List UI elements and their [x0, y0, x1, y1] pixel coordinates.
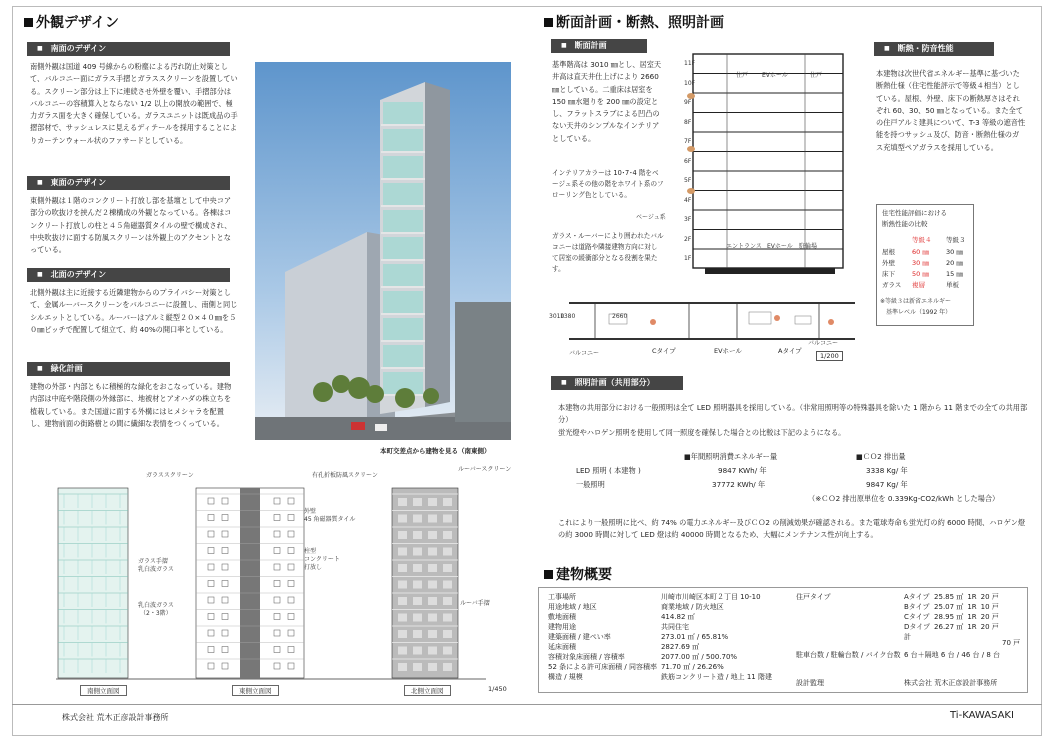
insulation-note2: 基準レベル（1992 年） [886, 309, 952, 316]
render-glass-floor [383, 264, 423, 286]
grade3-label: 等級３ [946, 236, 966, 244]
unit-cell: Bタイプ [904, 603, 930, 611]
east-elev-caption: 東側立面図 [232, 685, 279, 696]
overview-value: 273.01 ㎡ / 65.81% [660, 633, 729, 641]
insulation-note1: ※等級３は新省エネルギー [880, 298, 952, 305]
overview-row [548, 632, 776, 642]
floor-label: 11F [684, 60, 696, 67]
label-glass-rail: ガラス手摺 [138, 558, 168, 565]
north-elev-window [398, 630, 407, 638]
overview-key: 容積対象床面積 / 容積率 [548, 653, 625, 661]
label-louver-screen: ルーバースクリーン [458, 466, 512, 473]
label-exposed: 打放し [304, 564, 323, 571]
green-body: 建物の外部・内部ともに積極的な緑化をおこなっている。建物内部は中庭や階段側の外縁部に、地被材とアオハダの株立ちを植栽している。また国道に面する外構にはヒメシャラを配置し、建物前面の街路樹との間に繊細な表情をつくっている。 [30, 382, 232, 428]
lighting-row2-co2: 9847 Kg/ 年 [866, 480, 908, 489]
section-heading: ■ 断面計画 [551, 39, 647, 53]
north-elev-window [428, 498, 437, 506]
lighting-row2-label: 一般照明 [576, 480, 605, 489]
render-glass-floor [383, 345, 423, 367]
unit-cell: Dタイプ [904, 623, 931, 631]
north-elev-window [413, 531, 422, 539]
section-scale: 1/200 [816, 351, 843, 361]
render-glass-floor [383, 156, 423, 178]
north-elev-window [413, 581, 422, 589]
insulation-cell: 単板 [946, 281, 959, 289]
north-elev-window [398, 581, 407, 589]
north-elev-window [398, 548, 407, 556]
unit-cell: 1R [967, 623, 977, 631]
unit-cell: 20 戸 [980, 593, 999, 601]
east-heading: ■ 東面のデザイン [27, 176, 230, 190]
floor-label: 8F [684, 118, 692, 126]
label-porous-screen: 有孔折板防風スクリーン [312, 472, 378, 479]
plan-label-3: Aタイプ [778, 347, 802, 355]
east-elev-core [240, 488, 260, 678]
insulation-cell: 60 ㎜ [912, 248, 929, 256]
lighting-body2: 蛍光燈やハロゲン照明を使用して同一照度を確保した場合との比較は下記のようになる。 [558, 428, 846, 437]
unit-cell: 20 戸 [980, 613, 999, 621]
overview-row [548, 672, 776, 682]
total-value: 70 戸 [1002, 639, 1021, 647]
overview-value: 共同住宅 [660, 623, 689, 631]
insulation-cell: ガラス [882, 281, 902, 289]
overview-left-table [548, 592, 776, 682]
unit-cell: 28.95 ㎡ [934, 613, 964, 621]
north-heading: ■ 北面のデザイン [27, 268, 230, 282]
insulation-box-title2: 断熱性能の比較 [882, 220, 928, 228]
north-elev-window [398, 564, 407, 572]
unit-cell: Cタイプ [904, 613, 930, 621]
overview-key: 延床面積 [548, 643, 576, 651]
overview-key: 工事場所 [548, 593, 576, 601]
south-body: 南側外観は国道 409 号線からの粉塵による汚れ防止対策として、バルコニー面にガラス手摺とガラススクリーンを設置している。スクリーン部分は上下に連続させ外壁を覆い、手摺部分はバルコニーの容積算入とならない 1/2 以上の開放の範囲で、極力ガラス面を大きく確保している。ガラスユニットは既成品の手摺部材で、サッシュレスに見えるディテールを採用することによりカーテンウォール状のファサードとしている。 [30, 62, 238, 145]
unit-row [904, 602, 1003, 612]
footer-project: Ti-KAWASAKI [950, 710, 1014, 721]
label-milky-glass: 乳白波ガラス [138, 566, 174, 573]
north-elev-window [413, 597, 422, 605]
render-glass-floor [383, 129, 423, 151]
north-elev-window [443, 564, 452, 572]
elev-scale: 1/450 [488, 685, 507, 693]
insulation-body: 本建物は次世代省エネルギー基準に基づいた断熱仕様（住宅性能評示で等級４相当）としている。屋根、外壁、床下の断熱厚さはそれぞれ 60、30、50 ㎜となっている。また全ての住戸アルミ建具について、T-3 等級の遮音性能を持つサッシュ及び、防音・断熱仕様のガス充填型ペアガラスを採用している。 [876, 69, 1026, 152]
unit-row [904, 612, 1003, 622]
insulation-cell: 50 ㎜ [912, 270, 929, 278]
north-elev-window [443, 498, 452, 506]
north-elev-window [428, 614, 437, 622]
label-pillar: 柱型 [304, 548, 317, 555]
overview-row [548, 602, 776, 612]
overview-row [548, 662, 776, 672]
north-elev-window [428, 581, 437, 589]
plan-label-4: バルコニー [808, 340, 839, 347]
parking-label: 駐車台数 / 駐輪台数 / バイク台数 [796, 651, 901, 659]
north-elev-window [443, 614, 452, 622]
label-wall: 外壁 [304, 508, 317, 515]
lighting-col-energy: ■年間照明消費エネルギー量 [684, 452, 778, 461]
insulation-cell: 複層 [912, 281, 925, 289]
label-tile: 45 角磁器質タイル [304, 516, 356, 523]
building-rendering [255, 62, 511, 440]
overview-key: 52 条による許可床面積 / 同容積率 [548, 663, 657, 671]
unit-cell: 10 戸 [980, 603, 999, 611]
north-elev-window [398, 647, 407, 655]
north-elev-window [413, 630, 422, 638]
north-elev-window [413, 647, 422, 655]
north-elev-window [428, 564, 437, 572]
north-elev-window [413, 498, 422, 506]
overview-row [548, 592, 776, 602]
north-elev-window [413, 663, 422, 671]
unit-table [904, 592, 1003, 632]
label-glass-screen: ガラススクリーン [146, 472, 194, 479]
overview-value: 商業地域 / 防火地区 [660, 603, 724, 611]
floor-label: 1F [684, 255, 692, 262]
overview-value: 川崎市川崎区本町２丁目 10-10 [660, 593, 761, 601]
insulation-cell: 屋根 [882, 248, 895, 256]
lighting-conclusion: これにより一般照明に比べ、約 74% の電力エネルギー及びＣＯ2 の削減効果が確認される。また電球寿命も蛍光灯の約 6000 時間、ハロゲン燈の約 3000 時間に対して LED 燈は約 40000 時間となるため、大幅にメンテナンス性が向上する。 [558, 518, 1026, 540]
room-label-5: 駐輪場 [799, 243, 818, 250]
insulation-cell: 30 ㎜ [946, 248, 963, 256]
overview-key: 建築面積 / 建ぺい率 [548, 633, 611, 641]
south-elev-caption: 南側立面図 [80, 685, 127, 696]
lighting-row1-label: LED 照明 ( 本建物 ) [576, 466, 641, 475]
north-body: 北側外観は主に近接する近隣建物からのプライバシー対策として、金属ルーバースクリーンをバルコニーに設置し、南側と同じシルエットとしている。ルーバーはアルミ縦型２０×４０㎜を５０㎜ピッチで配置して組立て、約 40%の開口率としている。 [30, 288, 238, 334]
south-heading: ■ 南面のデザイン [27, 42, 230, 56]
render-glass-floor [383, 102, 423, 124]
render-glass-floor [383, 210, 423, 232]
north-elev-caption: 北側立面図 [404, 685, 451, 696]
exterior-design-title: 外観デザイン [24, 12, 119, 32]
lighting-row1-energy: 9847 KWh/ 年 [718, 466, 767, 475]
footer-company: 株式会社 荒木正彦設計事務所 [62, 713, 169, 722]
unit-type-label: 住戸タイプ [796, 593, 831, 601]
north-elev-window [443, 531, 452, 539]
grade4-label: 等級４ [912, 236, 932, 244]
unit-cell: 1R [967, 613, 977, 621]
dim-3010: 3010 [549, 313, 565, 320]
north-elev-window [398, 515, 407, 523]
plan-label-1: Cタイプ [652, 347, 676, 355]
design-value: 株式会社 荒木正彦設計事務所 [904, 679, 998, 687]
south-elev-body [58, 488, 128, 678]
floor-label: 2F [684, 235, 692, 243]
north-elev-window [443, 581, 452, 589]
dim-1380: 1380 [560, 313, 576, 320]
label-concrete: コンクリート [304, 556, 340, 563]
lighting-row1-co2: 3338 Kg/ 年 [866, 466, 908, 475]
parking-value: 6 台＋隔地 6 台 / 46 台 / 8 台 [904, 651, 1001, 659]
room-label-3: エントランス [726, 243, 762, 250]
north-elev-window [443, 597, 452, 605]
plan-label-0: バルコニー [569, 350, 600, 357]
north-elev-window [428, 531, 437, 539]
render-glass-floor [383, 318, 423, 340]
insulation-cell: 30 ㎜ [912, 259, 929, 267]
north-elev-window [443, 663, 452, 671]
overview-key: 構造 / 規模 [548, 673, 583, 681]
overview-value: 鉄筋コンクリート造 / 地上 11 階建 [660, 673, 772, 681]
lighting-heading: ■ 照明計画（共用部分） [551, 376, 683, 390]
insulation-cell: 15 ㎜ [946, 270, 963, 278]
overview-row [548, 612, 776, 622]
render-glass-floor [383, 291, 423, 313]
north-elev-window [413, 515, 422, 523]
floor-label: 5F [684, 177, 692, 184]
footer-rule [12, 704, 1042, 705]
floor-label: 9F [684, 99, 692, 106]
unit-cell: 25.85 ㎡ [934, 593, 964, 601]
floor-label: 10F [684, 79, 696, 87]
room-label-0: 住戸 [736, 72, 749, 79]
north-elev-window [428, 515, 437, 523]
render-glass-floor [383, 237, 423, 259]
north-elev-window [398, 614, 407, 622]
north-elev-window [428, 597, 437, 605]
overview-value: 414.82 ㎡ [660, 613, 695, 621]
render-glass-floor [383, 183, 423, 205]
label-two-three: （2・3階） [140, 610, 172, 617]
design-label: 設計監理 [796, 679, 824, 687]
north-elev-window [413, 614, 422, 622]
lighting-row2-energy: 37772 KWh/ 年 [712, 480, 766, 489]
overview-value: 2077.00 ㎡ / 500.70% [660, 653, 738, 661]
plan-label-2: EVホール [714, 347, 742, 355]
floor-label: 4F [684, 196, 692, 204]
insulation-cell: 20 ㎜ [946, 259, 963, 267]
overview-key: 敷地面積 [548, 613, 576, 621]
unit-cell: 20 戸 [980, 623, 999, 631]
north-elev-window [398, 663, 407, 671]
room-label-1: EVホール [762, 72, 788, 79]
insulation-cell: 外壁 [882, 259, 895, 267]
lighting-body1: 本建物の共用部分における一般照明は全て LED 照明器具を採用している。（非常用照明等の特殊器具を除いた 1 階から 11 階までの全ての共用部分） [558, 403, 1028, 425]
room-label-2: 住戸 [810, 72, 823, 79]
rendering-caption: 本町交差点から建物を見る（南東側） [380, 447, 491, 455]
north-elev-window [413, 548, 422, 556]
north-elev-window [443, 548, 452, 556]
insulation-cell: 床下 [882, 270, 895, 278]
overview-value: 2827.69 ㎡ [660, 643, 700, 651]
overview-value: 71.70 ㎡ / 26.26% [660, 663, 724, 671]
dim-2660: 2660 [612, 313, 628, 320]
north-elev-window [443, 515, 452, 523]
north-elev-window [398, 597, 407, 605]
unit-cell: 25.07 ㎡ [934, 603, 964, 611]
north-elev-window [428, 647, 437, 655]
insulation-box-title1: 住宅性能評価における [882, 209, 947, 217]
overview-key: 建物用途 [548, 623, 576, 631]
north-elev-window [443, 630, 452, 638]
north-elev-window [428, 630, 437, 638]
green-heading: ■ 緑化計画 [27, 362, 230, 376]
floor-label: 7F [684, 138, 692, 145]
north-elev-window [443, 647, 452, 655]
north-elev-window [428, 548, 437, 556]
overview-row [548, 652, 776, 662]
unit-cell: Aタイプ [904, 593, 930, 601]
east-body: 東側外観は１階のコンクリート打放し部を基壇として中央コア部分の吹抜けを挟んだ２棟構成の外観となっている。各棟はコンクリート打放しの柱と４５角磁器質タイルの壁で構成され、中央吹抜けに面する防風スクリーンは外観上のアクセントとなっている。 [30, 196, 232, 255]
unit-row [904, 622, 1003, 632]
insulation-heading: ■ 断熱・防音性能 [874, 42, 994, 56]
room-label-4: EVホール [767, 243, 793, 250]
unit-cell: 26.27 ㎡ [934, 623, 964, 631]
floor-label: 6F [684, 157, 692, 165]
overview-row [548, 622, 776, 632]
section-body1: 基準階高は 3010 ㎜とし、居室天井高は直天井仕上げにより 2660 ㎜としている。二重床は居室を 150 ㎜水廻りを 200 ㎜の設定とし、フラットスラブによる凹凸のない天井のシンプルなインテリアとしている。 [552, 60, 662, 143]
section-body3: ガラス・ルーバーにより囲われたバルコニーは道路や隣接建物方向に対して居室の緩衝部分となる役割を果たす。 [552, 232, 664, 273]
beige-label: ベージュ系 [636, 214, 666, 221]
unit-row [904, 592, 1003, 602]
north-elev-window [398, 531, 407, 539]
overview-title: 建物概要 [544, 564, 612, 584]
north-elev-window [428, 663, 437, 671]
lighting-note: （※ＣＯ2 排出原単位を 0.339Kg-CO2/kWh とした場合） [808, 494, 1000, 503]
floor-label: 3F [684, 216, 692, 223]
lighting-col-co2: ■ＣＯ2 排出量 [856, 452, 906, 461]
section-plan-title: 断面計画・断熱、照明計画 [544, 12, 724, 32]
unit-cell: 1R [967, 603, 977, 611]
overview-key: 用途地域 / 地区 [548, 603, 597, 611]
total-label: 計 [904, 633, 911, 641]
north-elev-window [398, 498, 407, 506]
elevations [56, 476, 486, 682]
unit-cell: 1R [967, 593, 977, 601]
section-body2: インテリアカラーは 10･7･4 階をベージュ系その他の階をホワイト系のフローリング色としている。 [552, 169, 664, 199]
overview-row [548, 642, 776, 652]
label-milky-glass2: 乳白波ガラス [138, 602, 174, 609]
north-elev-window [413, 564, 422, 572]
label-louver-rail: ルーバ手摺 [460, 600, 490, 607]
